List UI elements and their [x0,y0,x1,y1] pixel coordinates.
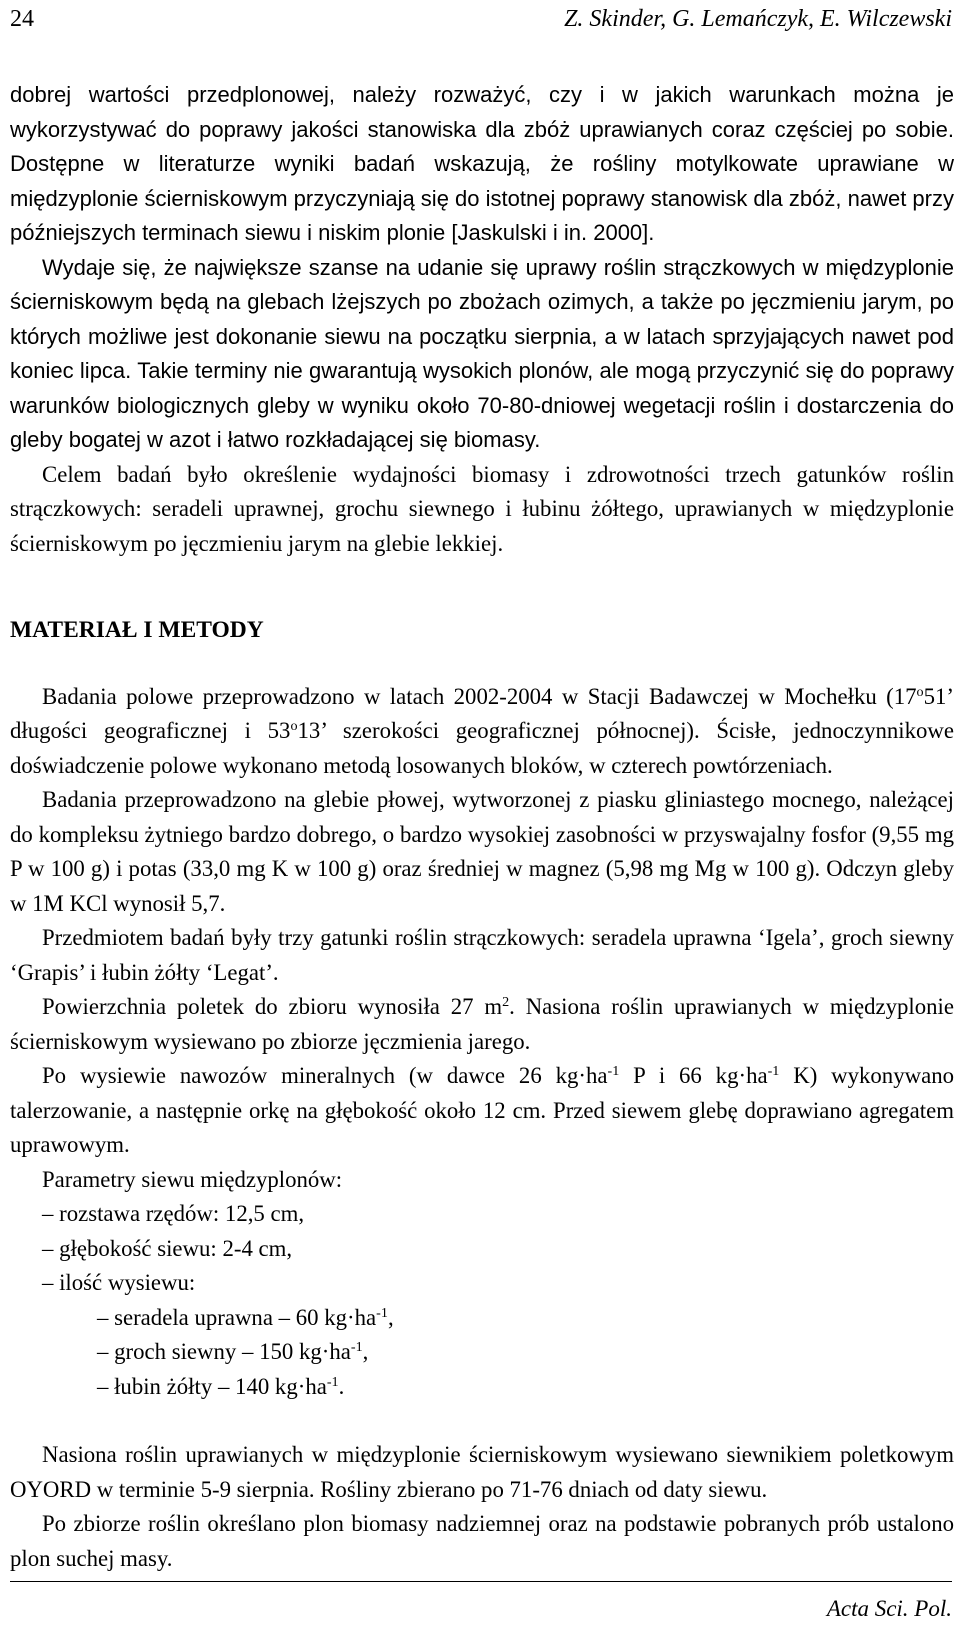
running-footer-journal: Acta Sci. Pol. [826,1596,952,1621]
page-number: 24 [10,6,34,32]
methods-paragraph-1: Badania polowe przeprowadzono w latach 2002-2004 w Stacji Badawczej w Mochełku (17$^o$51’ długości geograficznej i 53$^o$13’ szerokości geograficznej północnej). Ścisłe, jednoczynnikowe doświadczenie polowe wykonano metodą losowanych bloków, w czterech powtórzeniach. [10,683,954,778]
intro-paragraph-2: Wydaje się, że największe szanse na udanie się uprawy roślin strączkowych w międzyplonie ścierniskowym będą na glebach lżejszych po zbożach ozimych, a także po jęczmieniu jarym, po których możliwe jest dokonanie siewu na początku sierpnia, a w latach sprzyjających nawet pod koniec lipca. Takie terminy nie gwarantują wysokich plonów, ale mogą przyczynić się do poprawy warunków biologicznych gleby w wyniku około 70-80-dniowej wegetacji roślin i dostarczenia do gleby bogatej w azot i łatwo rozkładającej się biomasy. [10,254,954,452]
params-title: Parametry siewu międzyplonów: [42,1166,343,1192]
methods-paragraph-4: Powierzchnia poletek do zbioru wynosiła 27 $m^2$. Nasiona roślin uprawianych w międzyplonie ścierniskowym wysiewano po zbiorze jęczmienia jarego. [10,994,954,1054]
running-header [10,4,952,38]
methods-paragraph-2: Badania przeprowadzono na glebie płowej, wytworzonej z piasku gliniastego mocnego, należącej do kompleksu żytniego bardzo dobrego, o bardzo wysokiej zasobności w przyswajalny fosfor (9,55 mg P w 100 g) i potas (33,0 mg K w 100 g) oraz średniej w magnez (5,98 mg Mg w 100 g). Odczyn gleby w 1M KCl wynosił 5,7. [10,787,954,916]
seed-rate-item: – seradela uprawna – 60 $kg\cdot ha^{-1}$, [97,1304,394,1330]
methods-paragraph-5: Po wysiewie nawozów mineralnych (w dawce 26 $kg\cdot ha^{-1}$ P i 66 $kg\cdot ha^{-1}$ K) wykonywano talerzowanie, a następnie orkę na głębokość około 12 cm. Przed siewem glebę doprawiano agregatem uprawowym. [10,1063,954,1157]
intro-paragraph-1: dobrej wartości przedplonowej, należy rozważyć, czy i w jakich warunkach można je wykorzystywać do poprawy jakości stanowiska dla zbóż uprawianych coraz częściej po sobie. Dostępne w literaturze wyniki badań wskazują, że rośliny motylkowate uprawiane w międzyplonie ścierniskowym przyczyniają się do istotnej poprawy stanowisk dla zbóż, nawet przy późniejszych terminach siewu i niskim plonie [Jaskulski i in. 2000]. [10,82,954,245]
methods-paragraph-7: Po zbiorze roślin określano plon biomasy nadziemnej oraz na podstawie pobranych prób ustalono plon suchej masy. [10,1511,954,1571]
methods-paragraph-3: Przedmiotem badań były trzy gatunki roślin strączkowych: seradela uprawna ‘Igela’, groch siewny ‘Grapis’ i łubin żółty ‘Legat’. [10,925,954,985]
aim-paragraph: Celem badań było określenie wydajności biomasy i zdrowotności trzech gatunków roślin strączkowych: seradeli uprawnej, grochu siewnego i łubinu żółtego, uprawianych w międzyplonie ścierniskowym po jęczmieniu jarym na glebie lekkiej. [10,461,954,556]
running-head-authors: Z. Skinder, G. Lemańczyk, E. Wilczewski [564,6,952,32]
methods-paragraph-6: Nasiona roślin uprawianych w międzyplonie ścierniskowym wysiewano siewnikiem poletkowym OYORD w terminie 5-9 sierpnia. Rośliny zbierano po 71-76 dniach od daty siewu. [10,1442,954,1502]
seed-rate-item: – łubin żółty – 140 $kg\cdot ha^{-1}$. [97,1373,345,1399]
param-item: – rozstawa rzędów: 12,5 cm, [42,1201,305,1226]
page-body [10,78,954,1576]
param-item: – głębokość siewu: 2-4 cm, [42,1235,293,1261]
footer-rule [10,1581,952,1582]
param-item: – ilość wysiewu: [42,1270,196,1295]
section-heading: MATERIAŁ I METODY [10,617,264,643]
seed-rate-item: – groch siewny – 150 $kg\cdot ha^{-1}$, [97,1339,369,1364]
